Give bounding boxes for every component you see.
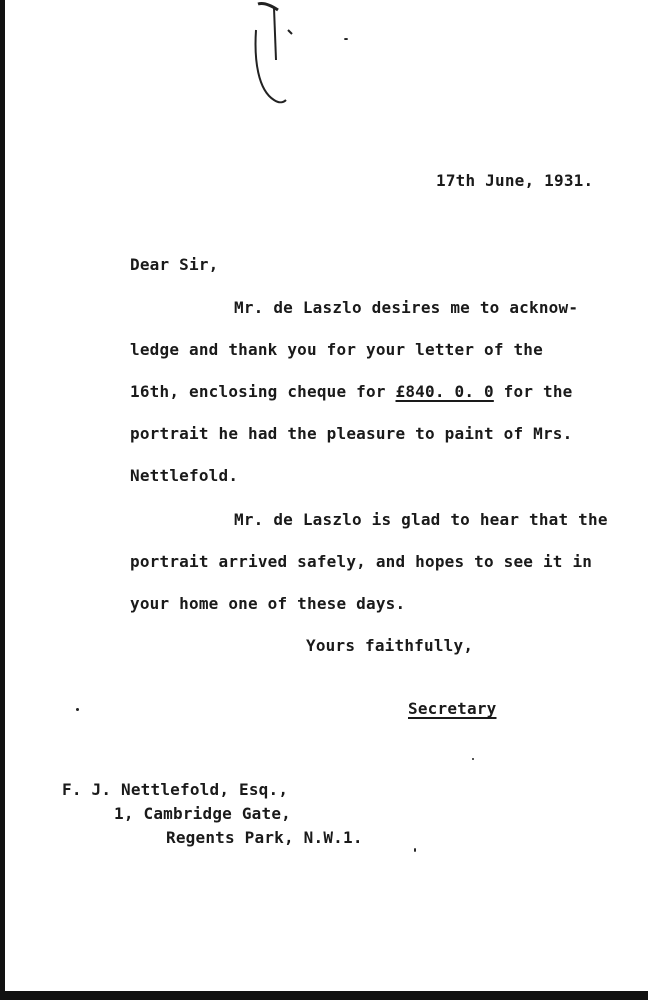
body-line-4: portrait he had the pleasure to paint of Mrs. bbox=[130, 424, 573, 443]
address-line-1: F. J. Nettlefold, Esq., bbox=[62, 780, 289, 799]
scan-speck bbox=[76, 708, 79, 711]
closing: Yours faithfully, bbox=[306, 636, 474, 655]
body-line-2: ledge and thank you for your letter of the bbox=[130, 340, 543, 359]
scan-speck bbox=[472, 758, 474, 760]
letter-date: 17th June, 1931. bbox=[436, 171, 594, 190]
scan-edge-bottom bbox=[0, 991, 648, 1000]
cheque-amount: £840. 0. 0 bbox=[395, 382, 494, 401]
body-line-1: Mr. de Laszlo desires me to acknow- bbox=[234, 298, 579, 317]
scan-speck bbox=[414, 848, 416, 852]
address-line-2: 1, Cambridge Gate, bbox=[114, 804, 291, 823]
signature-title: Secretary bbox=[408, 699, 497, 718]
body-line-6: Mr. de Laszlo is glad to hear that the bbox=[234, 510, 608, 529]
body-line-8: your home one of these days. bbox=[130, 594, 406, 613]
scan-speck bbox=[344, 38, 348, 40]
scan-edge-left bbox=[0, 0, 5, 1000]
body-line-3-text: 16th, enclosing cheque for bbox=[130, 382, 396, 401]
paper-clip-mark bbox=[244, 0, 304, 110]
body-line-3 bbox=[130, 382, 573, 402]
body-line-5: Nettlefold. bbox=[130, 466, 239, 485]
salutation: Dear Sir, bbox=[130, 255, 219, 274]
body-line-7: portrait arrived safely, and hopes to see it in bbox=[130, 552, 593, 571]
body-line-3-tail: for the bbox=[493, 382, 573, 401]
address-line-3: Regents Park, N.W.1. bbox=[166, 828, 363, 847]
